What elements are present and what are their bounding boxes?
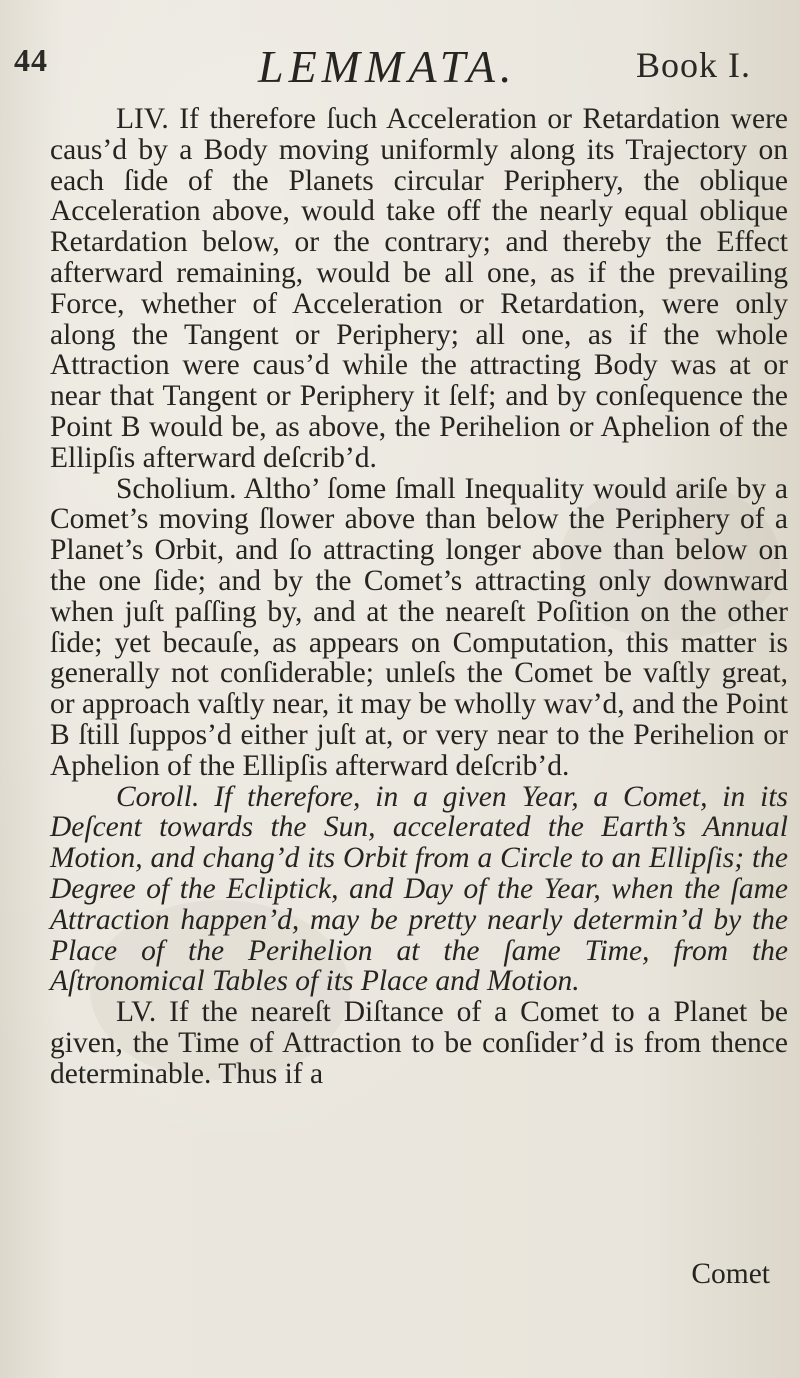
paragraph-lv: LV. If the neareſt Diſtance of a Comet to a Planet be given, the Time of Attraction to be conſider’d is from thence determinable. Thus if a [50, 996, 788, 1090]
page-header [0, 42, 800, 102]
running-head: LEMMATA. [258, 41, 517, 92]
catchword: Comet [691, 1258, 770, 1290]
paragraph-corollary: Coroll. If therefore, in a given Year, a Comet, in its Deſcent towards the Sun, accelerated the Earth’s Annual Motion, and chang’d its Orbit from a Circle to an Ellipſis; the Degree of the Ecliptick, and Day of the Year, when the ſame Attraction happen’d, may be pretty nearly determin’d by the Place of the Perihelion at the ſame Time, from the Aſtronomical Tables of its Place and Motion. [50, 780, 788, 998]
page-number: 44 [14, 42, 48, 78]
paragraph-scholium: Scholium. Altho’ ſome ſmall Inequality would ariſe by a Comet’s moving ſlower above than below the Periphery of a Planet’s Orbit, and ſo attracting longer above than below on the one ſide; and by the Comet’s attracting only downward when juſt paſſing by, and at the neareſt Poſition on the other ſide; yet becauſe, as appears on Computation, this matter is generally not conſiderable; unleſs the Comet be vaſtly great, or approach vaſtly near, it may be wholly wav’d, and the Point B ſtill ſuppos’d either juſt at, or very near to the Perihelion or Aphelion of the Ellipſis afterward deſcrib’d. [50, 472, 788, 782]
body-text [50, 104, 788, 1090]
book-label: Book I. [636, 45, 751, 85]
paragraph-liv: LIV. If therefore ſuch Acceleration or Retardation were caus’d by a Body moving uniformly along its Trajectory on each ſide of the Planets circular Periphery, the oblique Acceleration above, would take off the nearly equal oblique Retardation below, or the contrary; and thereby the Effect afterward remaining, would be all one, as if the prevailing Force, whether of Acceleration or Retardation, were only along the Tangent or Periphery; all one, as if the whole Attraction were caus’d while the attracting Body was at or near that Tangent or Periphery it ſelf; and by conſequence the Point B would be, as above, the Perihelion or Aphelion of the Ellipſis afterward deſcrib’d. [50, 103, 788, 474]
